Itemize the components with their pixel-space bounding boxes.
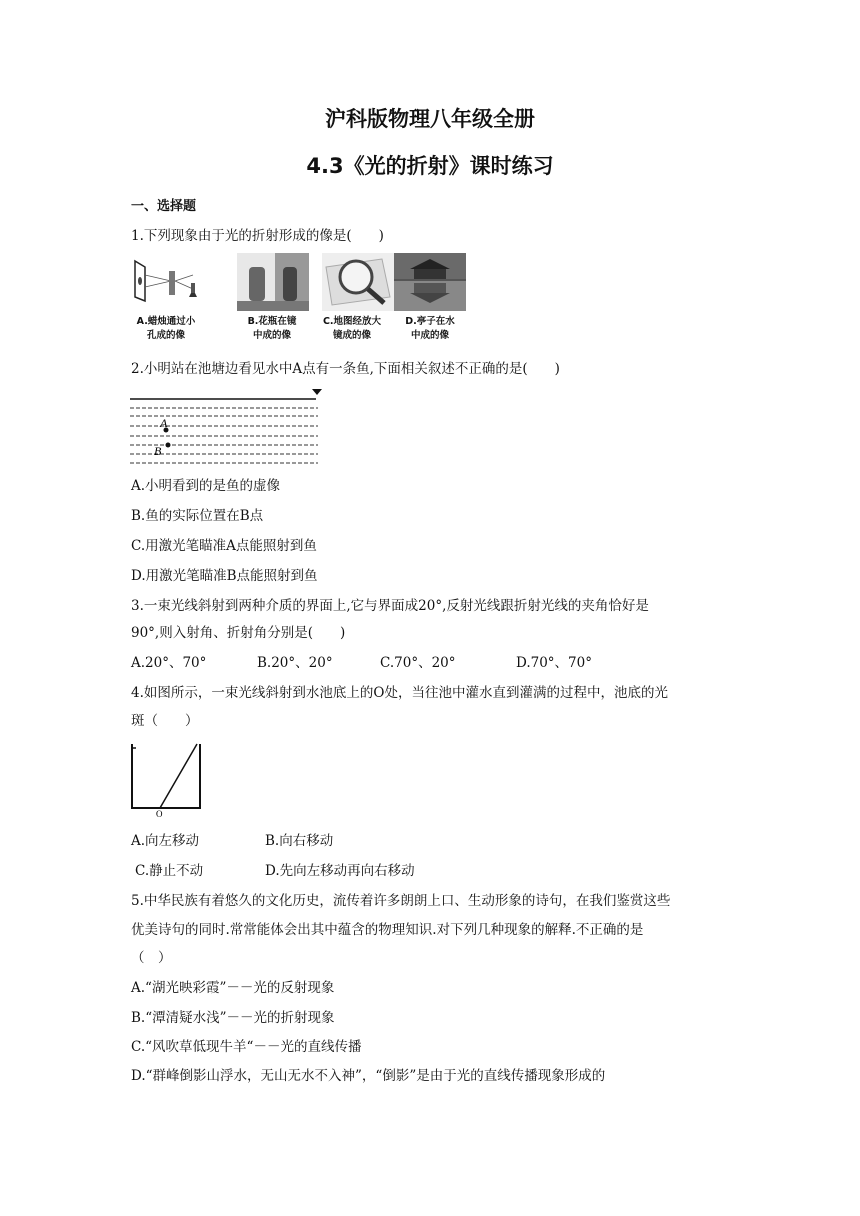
- question-1-stem: 1.下列现象由于光的折射形成的像是( ): [131, 228, 384, 244]
- pool-diagram: [128, 740, 204, 818]
- point-a-label: A: [160, 416, 168, 430]
- question-3-option-a: A.20°、70°: [131, 655, 207, 671]
- question-2-stem: 2.小明站在池塘边看见水中A点有一条鱼,下面相关叙述不正确的是( ): [131, 361, 560, 377]
- pond-diagram: [128, 383, 328, 469]
- question-3-option-c: C.70°、20°: [380, 655, 456, 671]
- question-4-stem-line2: 斑（ ）: [131, 713, 199, 729]
- question-4-stem-line1: 4.如图所示，一束光线斜射到水池底上的O处，当往池中灌水直到灌满的过程中，池底的光: [131, 685, 668, 701]
- magnifier-image: [322, 253, 394, 311]
- question-3-option-b: B.20°、20°: [257, 655, 333, 671]
- question-2-option-a: A.小明看到的是鱼的虚像: [131, 478, 281, 494]
- point-b-label: B: [154, 444, 162, 458]
- question-2-option-b: B.鱼的实际位置在B点: [131, 508, 264, 524]
- question-4-option-c: C.静止不动: [135, 863, 204, 879]
- document-subtitle: 4.3《光的折射》课时练习: [306, 154, 554, 178]
- point-o-label: O: [156, 809, 163, 818]
- question-3-stem-line2: 90°,则入射角、折射角分别是( ): [131, 625, 346, 641]
- document-title: 沪科版物理八年级全册: [325, 107, 535, 131]
- light-ray: [160, 744, 197, 808]
- caption-d: D.亭子在水 中成的像: [405, 316, 455, 341]
- question-5-option-d: D.“群峰倒影山浮水，无山无水不入神”，“倒影”是由于光的直线传播现象形成的: [131, 1068, 606, 1084]
- question-3-option-d: D.70°、70°: [516, 655, 592, 671]
- pinhole-image: [131, 253, 203, 311]
- question-4-option-d: D.先向左移动再向右移动: [265, 863, 415, 879]
- question-5-option-b: B.“潭清疑水浅”－－光的折射现象: [131, 1010, 335, 1026]
- pavilion-reflection-image: [394, 253, 466, 311]
- question-3-stem-line1: 3.一束光线斜射到两种介质的界面上,它与界面成20°,反射光线跟折射光线的夹角恰好是: [131, 598, 649, 614]
- question-5-option-c: C.“风吹草低现牛羊“－－光的直线传播: [131, 1039, 362, 1055]
- question-5-option-a: A.“湖光映彩霞”－－光的反射现象: [131, 980, 335, 996]
- question-2-option-c: C.用激光笔瞄准A点能照射到鱼: [131, 538, 317, 554]
- question-1-images: [131, 253, 471, 348]
- question-5-stem-line2: 优美诗句的同时.常常能体会出其中蕴含的物理知识.对下列几种现象的解释.不正确的是: [131, 922, 644, 938]
- question-4-option-a: A.向左移动: [131, 833, 200, 849]
- question-5-stem-line3: （ ）: [131, 950, 172, 966]
- caption-c: C.地图经放大 镜成的像: [322, 316, 382, 341]
- question-5-stem-line1: 5.中华民族有着悠久的文化历史，流传着许多朗朗上口、生动形象的诗句，在我们鉴赏这些: [131, 893, 671, 909]
- section-heading: 一、选择题: [131, 199, 197, 214]
- eye-icon: [312, 389, 322, 395]
- question-4-option-b: B.向右移动: [265, 833, 334, 849]
- caption-a: A.蜡烛通过小 孔成的像: [136, 316, 196, 341]
- mirror-vase-image: [237, 253, 309, 311]
- question-2-option-d: D.用激光笔瞄准B点能照射到鱼: [131, 568, 318, 584]
- caption-b: B.花瓶在镜 中成的像: [247, 316, 297, 341]
